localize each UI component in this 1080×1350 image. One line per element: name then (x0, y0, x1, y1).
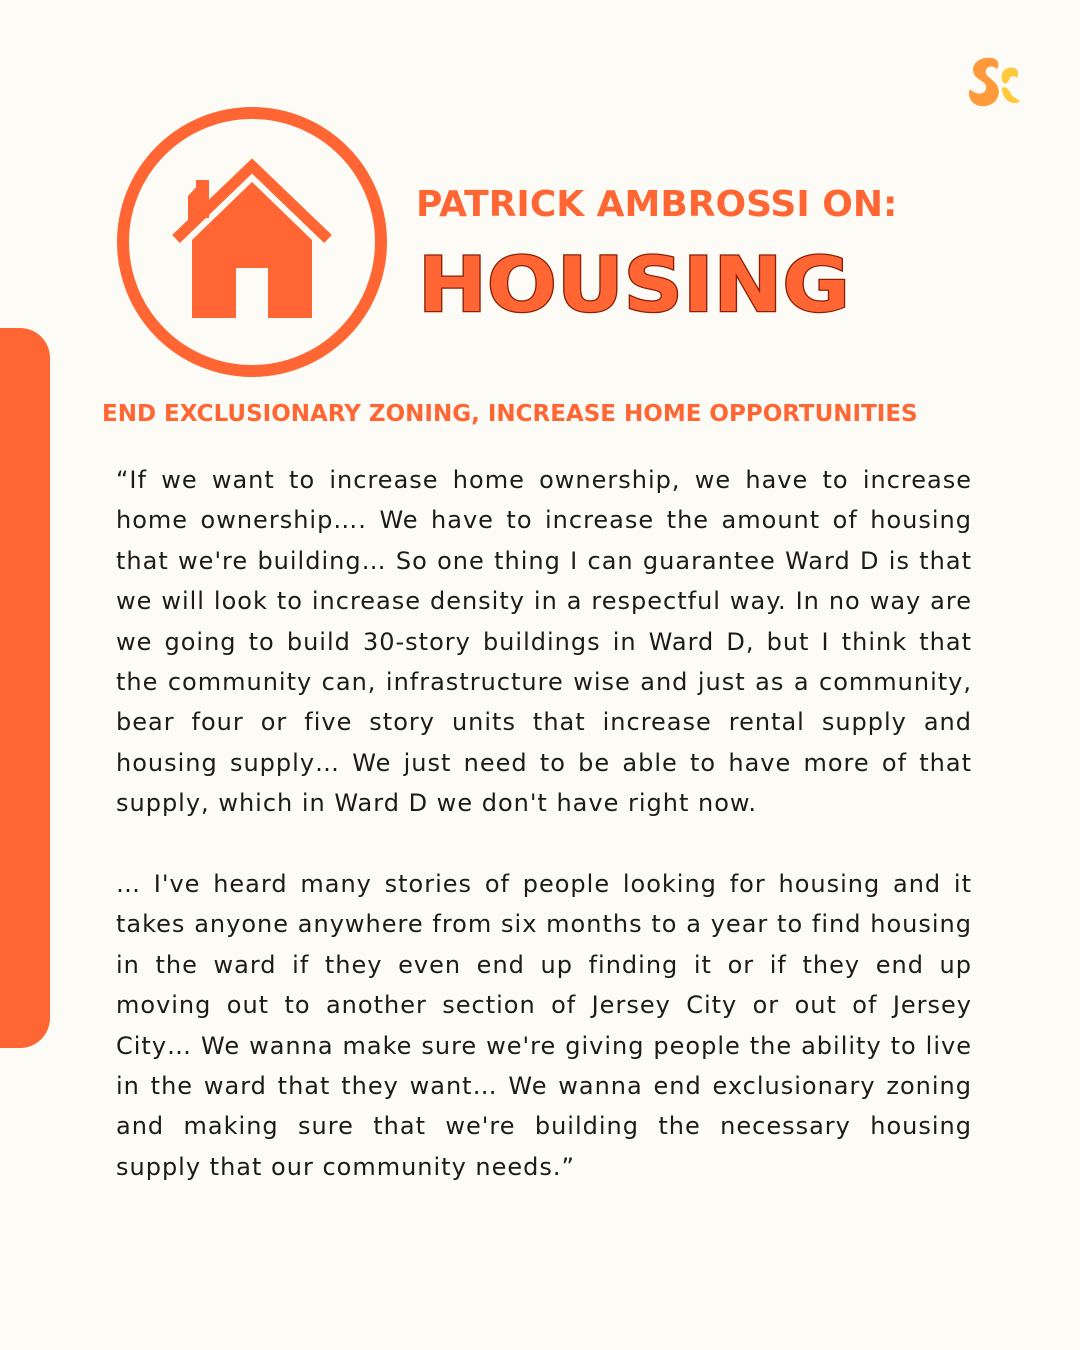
page-title-text: HOUSING (418, 240, 850, 326)
quote-paragraph: “If we want to increase home ownership, we have to increase home ownership…. We have to increase the amount of housing that we're building… So one thing I can guarantee Ward D is that we will look to increase density in a respectful way. In no way are we going to build 30-story buildings in Ward D, but I think that the community can, infrastructure wise and just as a community, bear four or five story units that increase rental supply and housing supply… We just need to be able to have more of that supply, which in Ward D we don't have right now. (116, 466, 972, 818)
quote-paragraph: … I've heard many stories of people looking for housing and it takes anyone anywhere from six months to a year to find housing in the ward if they even end up finding it or if they end up moving out to another section of Jersey City or out of Jersey City… We wanna make sure we're giving people the ability to live in the ward that they want… We wanna end exclusionary zoning and making sure that we're building the necessary housing supply that our community needs.” (116, 870, 972, 1181)
quote-block (116, 460, 972, 1187)
side-accent-bar (0, 328, 50, 1048)
kicker-heading: PATRICK AMBROSSI ON: (416, 184, 898, 225)
section-subheading: END EXCLUSIONARY ZONING, INCREASE HOME OPPORTUNITIES (102, 401, 918, 427)
page-title (412, 240, 872, 326)
brand-logo-icon (962, 54, 1024, 112)
house-icon (116, 106, 388, 378)
